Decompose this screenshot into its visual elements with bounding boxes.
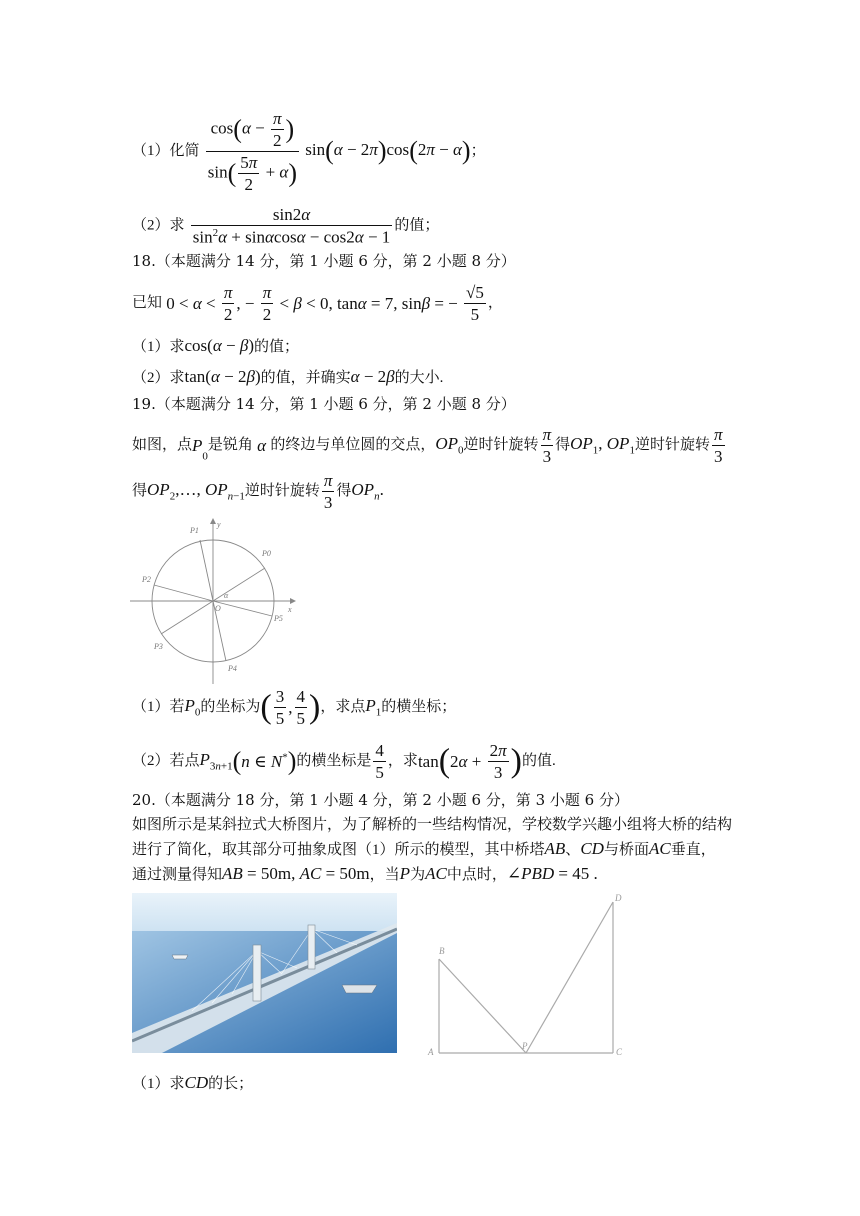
q19-part2: （2）若点$P_{3n+1}(n$ ∈ N*)的横坐标是 $\frac{4}{5}$ ，求tan(2α + $\frac{2\pi}{3}$ )的值.	[132, 741, 556, 782]
q20-text2: 进行了简化，取其部分可抽象成图（1）所示的模型，其中桥塔AB、CD与桥面AC垂直，	[132, 839, 716, 858]
boat	[172, 955, 188, 959]
q17-part2-tail: 的值；	[394, 217, 440, 234]
label-p2: P2	[142, 575, 151, 584]
q18-header: 18.（本题满分 14 分，第 1 小题 6 分，第 2 小题 8 分）	[132, 252, 516, 270]
q19-part1: （1）若$P_0$的坐标为( $\frac{3}{5}$ , $\frac{4}{5}$ )，求点$P_1$的横坐标；	[132, 687, 457, 728]
q17-part1: （1）化简 cos(α − $\frac{\pi}{2}$ ) sin( $\frac{5\pi}{2}$ + α) sin(α − 2π)cos(2π − α)；	[132, 109, 486, 194]
axis-y-label: y	[217, 520, 221, 529]
axis-x-label: x	[288, 605, 292, 614]
q17-part2	[132, 206, 439, 246]
q17-part1-label: （1）化简	[132, 143, 200, 159]
cable-bp	[439, 959, 526, 1053]
bridge-tower-right	[308, 925, 315, 969]
q19-intro-line1: 如图，点$P_0$是锐角 α 的终边与单位圆的交点，$OP_0$逆时针旋转 $\frac{\pi}{3}$ 得$OP_1$, $OP_1$逆时针旋转 $\frac{\pi}{3}$	[132, 425, 723, 466]
ray-p0-p3	[213, 568, 265, 601]
label-p0: P0	[262, 549, 271, 558]
q20-header: 20.（本题满分 18 分，第 1 小题 4 分，第 2 小题 6 分，第 3 小题 6 分）	[132, 791, 629, 809]
ship	[342, 985, 377, 993]
label-p5: P5	[274, 614, 283, 623]
unit-circle-figure	[128, 518, 298, 688]
label-d: D	[615, 893, 622, 903]
q19-header: 19.（本题满分 14 分，第 1 小题 6 分，第 2 小题 8 分）	[132, 395, 516, 413]
label-b: B	[439, 946, 445, 956]
q20-text3: 通过测量得知AB = 50m, AC = 50m，当P为AC中点时，∠PBD = 45 .	[132, 864, 598, 883]
label-p1-top: P1	[190, 526, 199, 535]
q17-part2-fraction: $\frac{\sin 2\alpha}{\sin^2\alpha + \sin\alpha\cos\alpha - \cos 2\alpha - 1}$	[192, 205, 391, 247]
label-p4-bottom: P4	[228, 664, 237, 673]
cable-pd	[526, 902, 613, 1053]
label-p3: P3	[154, 642, 163, 651]
origin-label: O	[215, 604, 221, 613]
label-c: C	[616, 1047, 623, 1057]
q18-given: 已知 0 < α < $\frac{\pi}{2}$ , − $\frac{\pi}{2}$ < β < 0, tanα = 7, sinβ = − $\frac{√5}{5}$ ，	[132, 283, 503, 324]
ray-p1-p4	[200, 540, 213, 601]
bridge-photo	[132, 893, 397, 1053]
q17-part2-label: （2）求	[132, 217, 185, 234]
q18-part1: （1）求cos(α − β)的值；	[132, 336, 300, 355]
label-p: P	[522, 1041, 528, 1051]
bridge-model-figure	[425, 892, 625, 1062]
q17-part1-tail: ；	[470, 143, 486, 159]
q17-fraction: cos(α − $\frac{\pi}{2}$ ) sin( $\frac{5\pi}{2}$ + α)	[207, 109, 298, 194]
angle-label: α	[224, 591, 229, 600]
q18-part2: （2）求tan(α − 2β)的值，并确实α − 2β的大小.	[132, 367, 444, 386]
q20-part1: （1）求CD的长；	[132, 1073, 254, 1092]
q19-intro-line2: 得$OP_2,\dots$, $OP_{n-1}$逆时针旋转 $\frac{\pi}{3}$ 得$OP_n$.	[132, 471, 384, 512]
ray-p2-p5	[154, 585, 213, 601]
label-a: A	[428, 1047, 434, 1057]
bridge-tower-left	[253, 945, 261, 1001]
q20-text1: 如图所示是某斜拉式大桥图片，为了解桥的一些结构情况，学校数学兴趣小组将大桥的结构	[132, 815, 733, 833]
